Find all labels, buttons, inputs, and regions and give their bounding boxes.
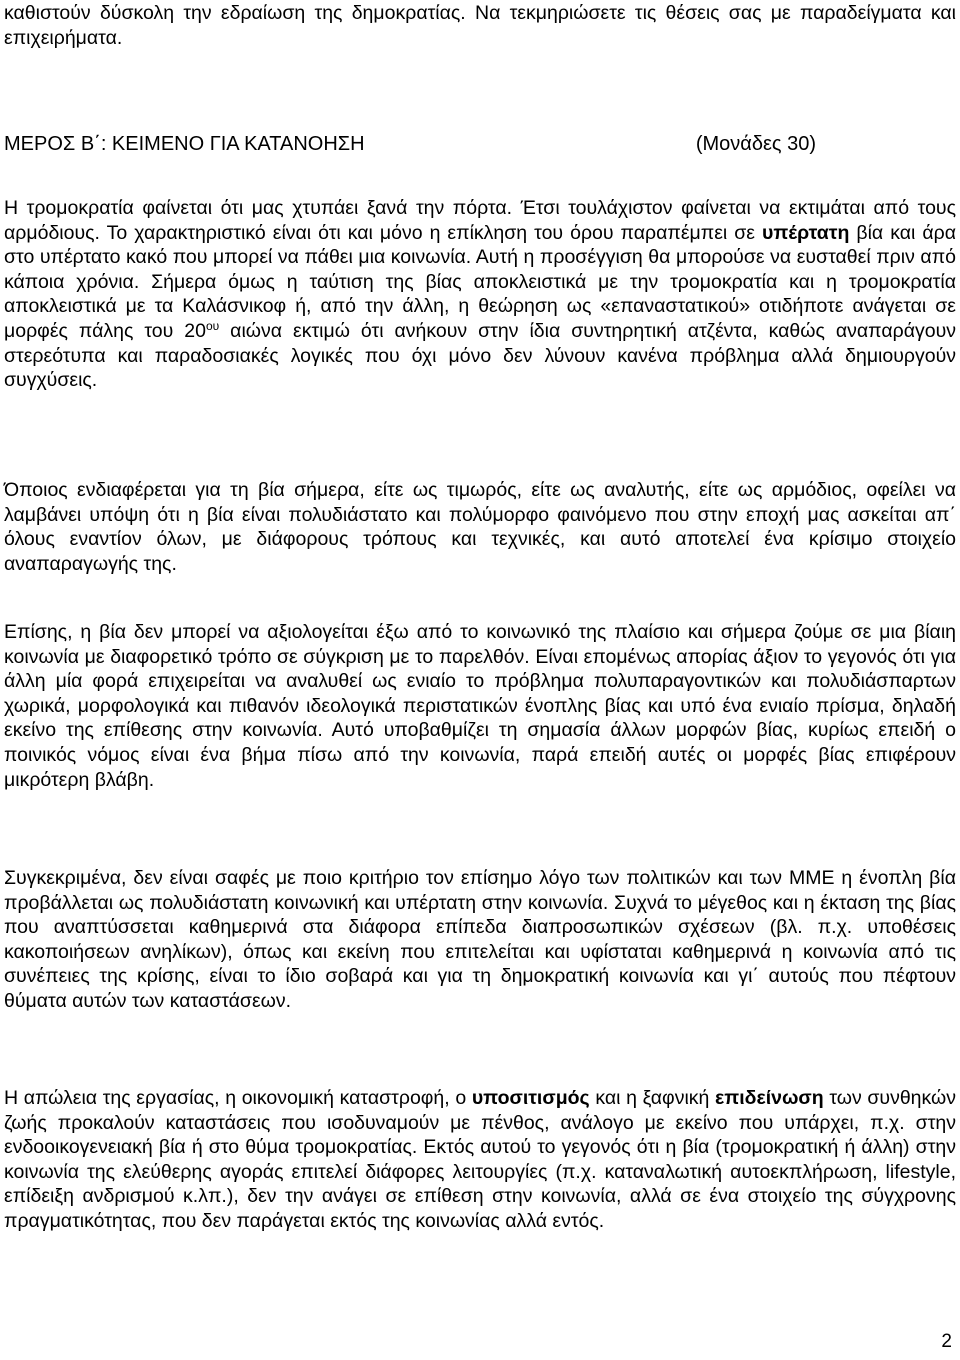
paragraph-5 xyxy=(4,1086,956,1234)
paragraph-5-text-a: Η απώλεια της εργασίας, η οικονομική καταστροφή, ο xyxy=(4,1087,472,1109)
paragraph-1-superscript: ου xyxy=(205,318,220,333)
paragraph-5-bold-term-1: υποσιτισμός xyxy=(471,1087,590,1109)
page-number: 2 xyxy=(941,1331,952,1352)
section-title: ΜΕΡΟΣ Β΄: ΚΕΙΜΕΝΟ ΓΙΑ ΚΑΤΑΝΟΗΣΗ xyxy=(4,133,365,155)
section-heading xyxy=(4,132,816,156)
paragraph-5-bold-term-2: επιδείνωση xyxy=(715,1087,824,1109)
section-marks: (Μονάδες 30) xyxy=(695,133,816,155)
paragraph-1 xyxy=(4,196,956,393)
paragraph-3: Επίσης, η βία δεν μπορεί να αξιολογείται έξω από το κοινωνικό της πλαίσιο και σήμερα ζούμε σε μια βίαιη κοινωνία με διαφορετικό τρόπο σε σύγκριση με το παρελθόν. Είναι επομένως απορίας άξιον το γεγονός ότι για άλλη μία φορά επιχειρείται να αναλυθεί ως ενιαίο το πρόβλημα πολυπαραγοντικών και πολυδιάσπαρτων χωρικά, μορφολογικά και πιθανόν ιδεολογικά περιστατικών ένοπλης βίας και υπό ένα ενιαίο πρίσμα, δηλαδή εκείνο της επίθεσης στην κοινωνία. Αυτό υποβαθμίζει τη σημασία άλλων μορφών βίας, κυρίως επειδή ο ποινικός νόμος είναι ένα βήμα πίσω από την κοινωνία, παρά επειδή αυτές οι μορφές βίας επιφέρουν μικρότερη βλάβη. xyxy=(4,621,956,791)
paragraph-1-text-b: βία και άρα στο υπέρτατο κακό που μπορεί να πάθει μια κοινωνία. Αυτή η προσέγγιση θα μπορούσε να ευσταθεί πριν από κάποια χρόνια. Σήμερα όμως η ταύτιση της βίας αποκλειστικά με την τρομοκρατία και η τρομοκρατία αποκλειστικά με τα Καλάσνικοφ ή, από την άλλη, η θεώρηση ως «επαναστατικού» οτιδήποτε ανάγεται σε μορφές πάλης του 20 xyxy=(4,221,956,342)
intro-paragraph: καθιστούν δύσκολη την εδραίωση της δημοκρατίας. Να τεκμηριώσετε τις θέσεις σας με παραδείγματα και επιχειρήματα. xyxy=(4,2,956,49)
paragraph-1-text-c: αιώνα εκτιμώ ότι ανήκουν στην ίδια συντηρητική ατζέντα, καθώς αναπαράγουν στερεότυπα και παραδοσιακές λογικές που όχι μόνο δεν λύνουν κανένα πρόβλημα αλλά δημιουργούν συγχύσεις. xyxy=(4,319,956,392)
paragraph-5-text-b: και η ξαφνική xyxy=(589,1087,716,1109)
paragraph-2: Όποιος ενδιαφέρεται για τη βία σήμερα, είτε ως τιμωρός, είτε ως αναλυτής, είτε ως αρμόδιος, οφείλει να λαμβάνει υπόψη ότι η βία είναι πολυδιάστατο και πολύμορφο φαινόμενο που στην εποχή μας ασκείται απ΄ όλους εναντίον όλων, με διάφορους τρόπους και τεχνικές, και αυτό αποτελεί ένα κρίσιμο στοιχείο αναπαραγωγής της. xyxy=(4,479,956,575)
paragraph-4: Συγκεκριμένα, δεν είναι σαφές με ποιο κριτήριο τον επίσημο λόγο των πολιτικών και των ΜΜΕ η ένοπλη βία προβάλλεται ως πολυδιάστατη κοινωνική και υπέρτατη στην κοινωνία. Συχνά το μέγεθος και η έκταση της βίας που αναπτύσσεται καθημερινά στα διάφορα επίπεδα διαπροσωπικών σχέσεων (βλ. π.χ. υποθέσεις κακοποιήσεων ανηλίκων), όπως και εκείνη που επιτελείται και υφίσταται καθημερινά η κοινωνία από τις συνέπειες της κρίσης, είναι το ίδιο σοβαρά και για τη δημοκρατική κοινωνία και γι΄ αυτούς που πέφτουν θύματα αυτών των καταστάσεων. xyxy=(4,867,956,1012)
paragraph-1-text-a: Η τρομοκρατία φαίνεται ότι μας χτυπάει ξανά την πόρτα. Έτσι τουλάχιστον φαίνεται να εκτιμάται από τους αρμόδιους. Το χαρακτηριστικό είναι ότι και μόνο η επίκληση του όρου παραπέμπει σε xyxy=(4,197,956,244)
paragraph-5-text-c: των συνθηκών ζωής προκαλούν καταστάσεις που ισοδυναμούν με πένθος, ανάλογο με εκείνο που υπάρχει, π.χ. στην ενδοοικογενειακή βία ή στο θύμα τρομοκρατίας. Εκτός αυτού το γεγονός ότι η βία (τρομοκρατική ή άλλη) στην κοινωνία της ελεύθερης αγοράς επιτελεί διάφορες λειτουργίες (π.χ. καταναλωτική αυτοεκπλήρωση, lifestyle, επίδειξη ανδρισμού κ.λπ.), δεν την ανάγει σε επίθεση στην κοινωνία, αλλά σε ένα στοιχείο της σύγχρονης πραγματικότητας, που δεν παράγεται εκτός της κοινωνίας αλλά εντός. xyxy=(4,1087,956,1232)
paragraph-1-bold-term: υπέρτατη xyxy=(762,221,850,244)
